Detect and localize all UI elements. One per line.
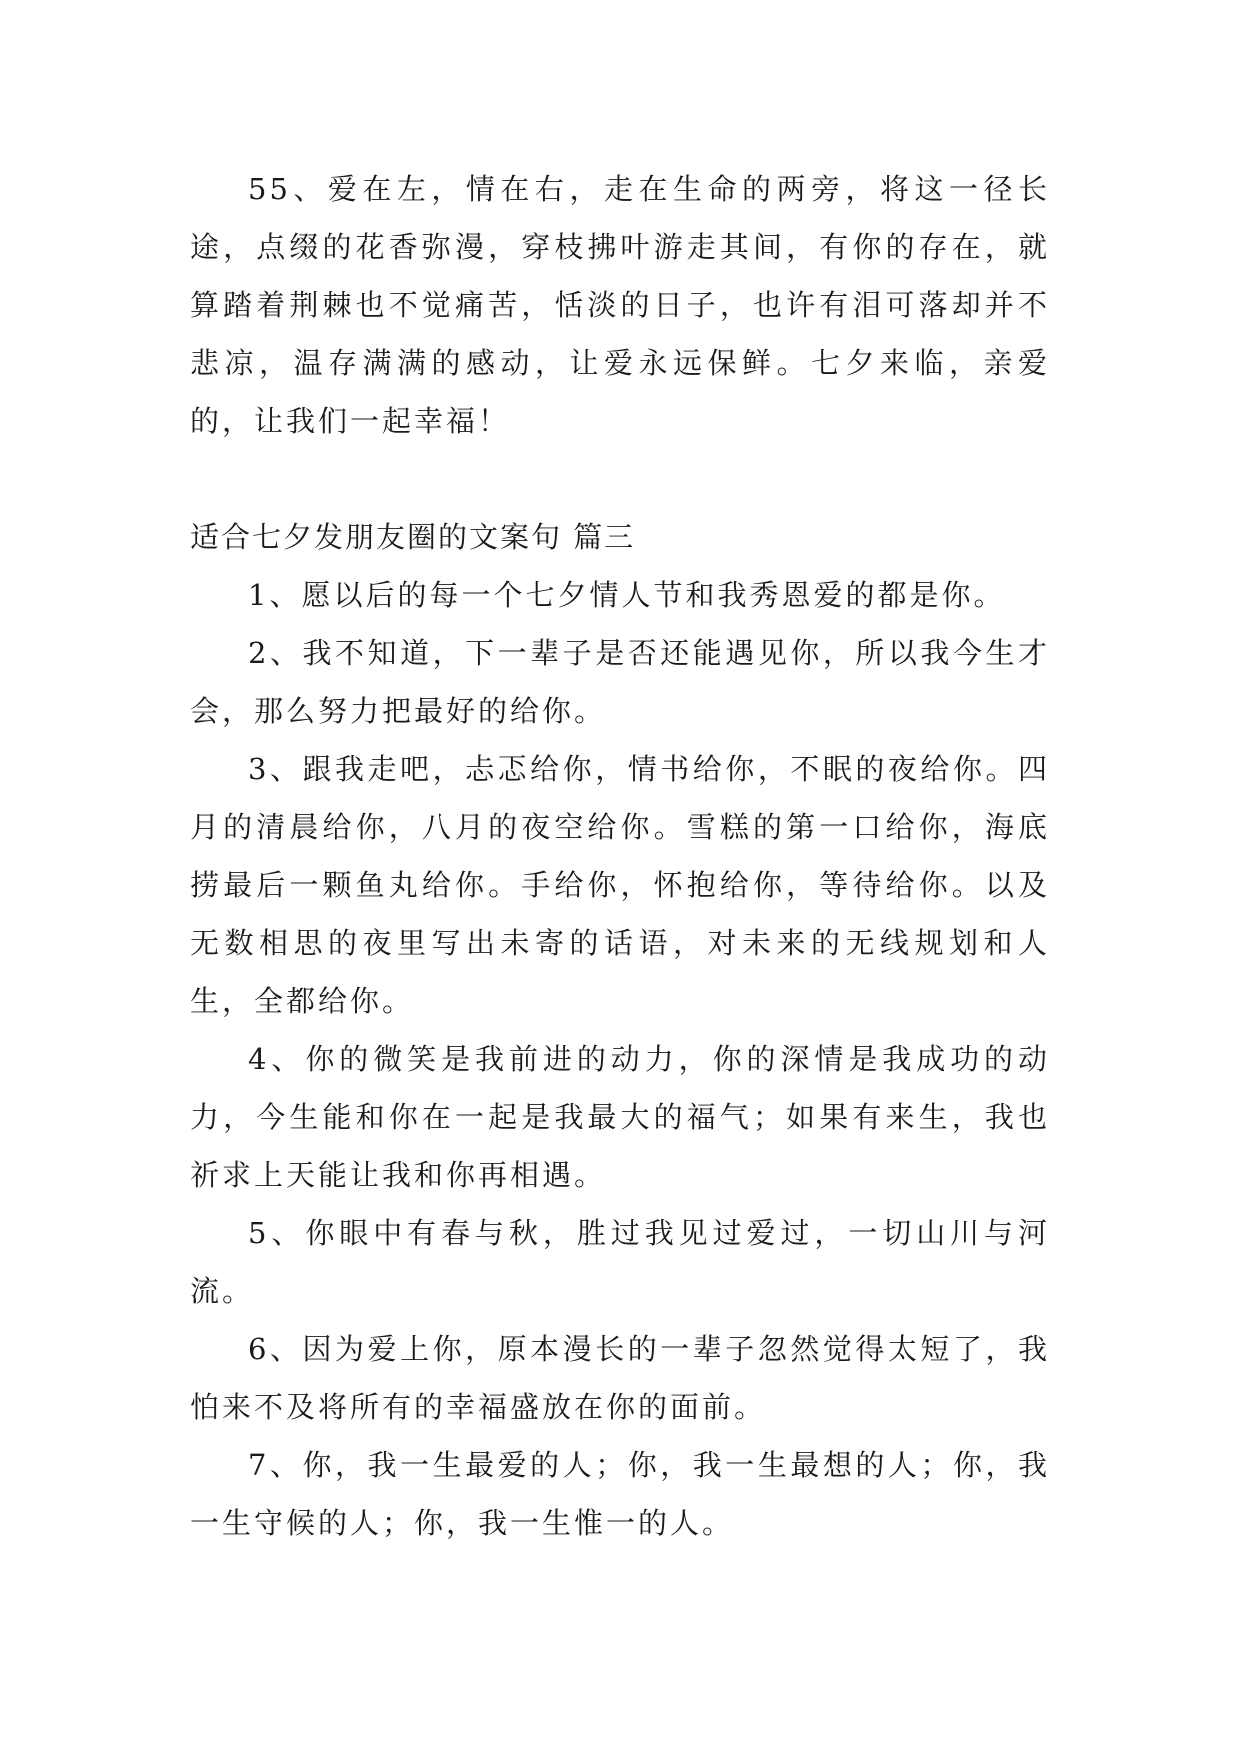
- opening-paragraph: 55、爱在左，情在右，走在生命的两旁，将这一径长途，点缀的花香弥漫，穿枝拂叶游走其间，有你的存在，就算踏着荆棘也不觉痛苦，恬淡的日子，也许有泪可落却并不悲凉，温存满满的感动，让爱永远保鲜。七夕来临，亲爱的，让我们一起幸福！: [190, 172, 1050, 438]
- list-item-6: 6、因为爱上你，原本漫长的一辈子忽然觉得太短了，我怕来不及将所有的幸福盛放在你的面前。: [190, 1332, 1050, 1424]
- section-heading: 适合七夕发朋友圈的文案句 篇三: [190, 520, 636, 554]
- list-item-1: 1、愿以后的每一个七夕情人节和我秀恩爱的都是你。: [248, 578, 1006, 612]
- list-item-5: 5、你眼中有春与秋，胜过我见过爱过，一切山川与河流。: [190, 1216, 1050, 1308]
- list-item-7: 7、你，我一生最爱的人；你，我一生最想的人；你，我一生守候的人；你，我一生惟一的人。: [190, 1448, 1050, 1540]
- list-item-2: 2、我不知道，下一辈子是否还能遇见你，所以我今生才会，那么努力把最好的给你。: [190, 636, 1050, 728]
- list-item-4: 4、你的微笑是我前进的动力，你的深情是我成功的动力，今生能和你在一起是我最大的福气；如果有来生，我也祈求上天能让我和你再相遇。: [190, 1042, 1050, 1192]
- list-item-3: 3、跟我走吧，忐忑给你，情书给你，不眠的夜给你。四月的清晨给你，八月的夜空给你。雪糕的第一口给你，海底捞最后一颗鱼丸给你。手给你，怀抱给你，等待给你。以及无数相思的夜里写出未寄的话语，对未来的无线规划和人生，全都给你。: [190, 752, 1050, 1018]
- document-body: [190, 160, 1050, 1552]
